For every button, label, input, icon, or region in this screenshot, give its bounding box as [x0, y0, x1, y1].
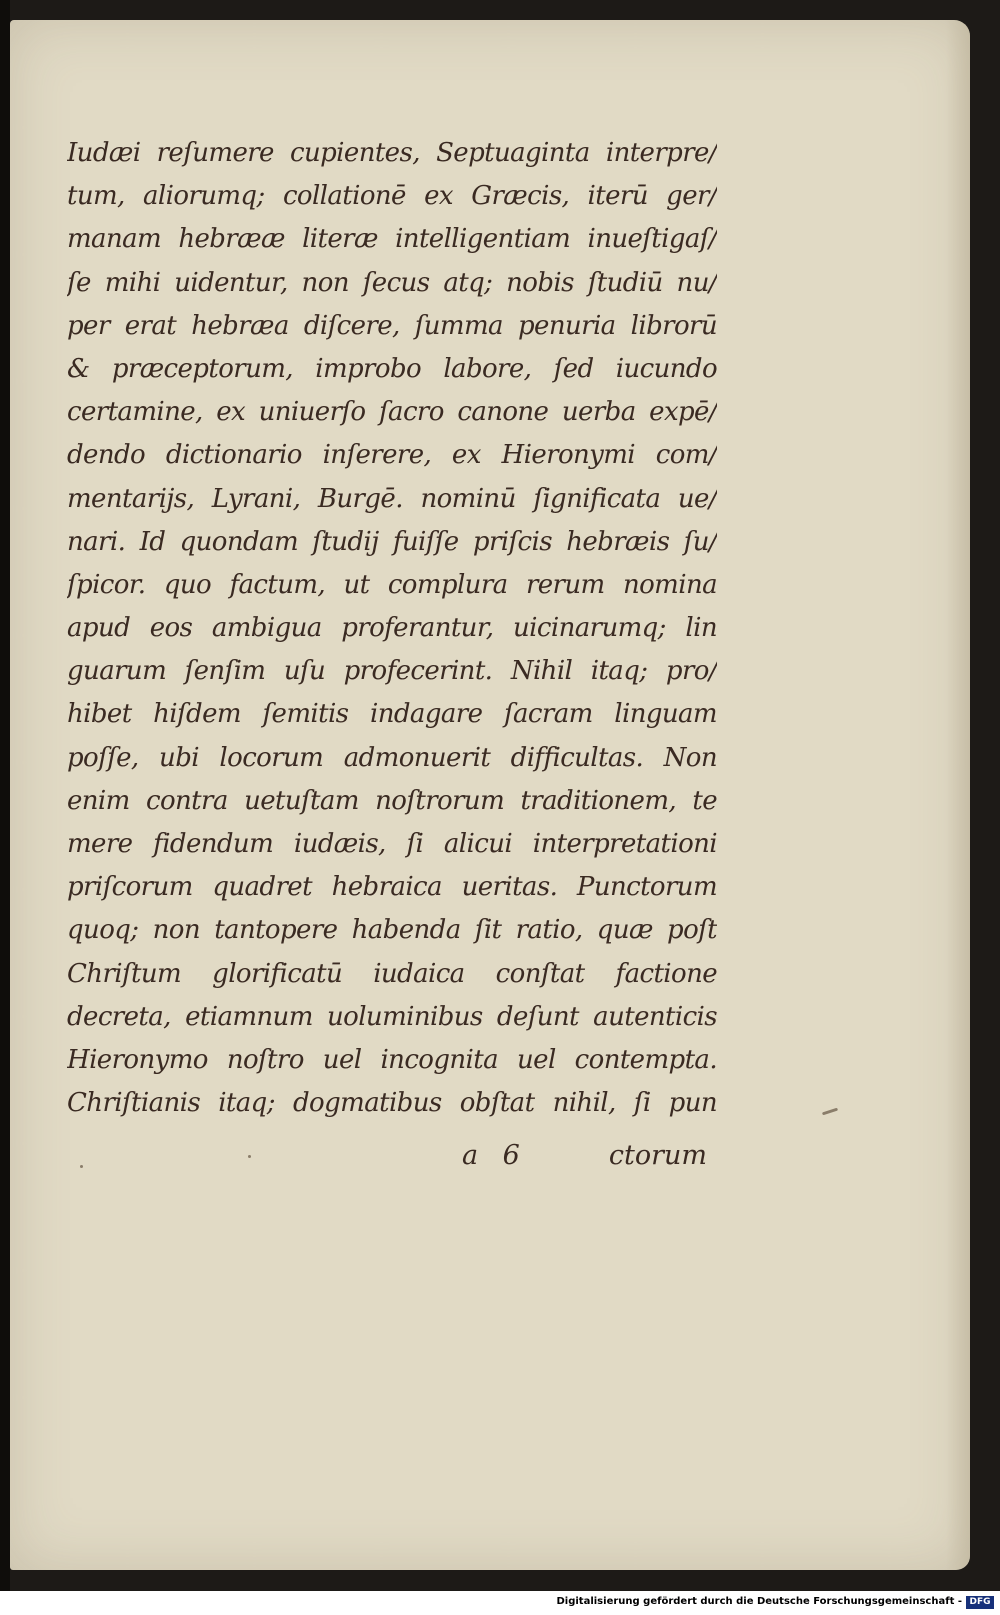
catchword: ctorum — [608, 1140, 707, 1171]
text-line: Iudæi reſumere cupientes, Septuaginta interpre/ — [67, 138, 717, 168]
paper-speck — [80, 1165, 83, 1168]
text-line: ſpicor. quo factum, ut complura rerum nomina — [67, 569, 717, 600]
text-line: apud eos ambigua proferantur, uicinarumq; lin — [67, 613, 717, 644]
text-line: ſe mihi uidentur, non ſecus atq; nobis ſtudiū nu/ — [67, 267, 717, 298]
text-line: Hieronymo noſtro uel incognita uel contempta. — [67, 1044, 717, 1075]
text-line: quoq; non tantopere habenda ſit ratio, quæ poſt — [67, 915, 717, 946]
text-line: mere fidendum iudæis, ſi alicui interpretationi — [67, 829, 717, 859]
page-foot-line — [67, 1140, 717, 1184]
body-text — [67, 132, 717, 1125]
text-line: Chriſtum glorificatū iudaica conſtat factione — [67, 958, 717, 989]
signature-mark: a 6 — [462, 1140, 528, 1171]
text-line: dendo dictionario inſerere, ex Hieronymi com/ — [67, 440, 717, 471]
dfg-logo-icon: DFG — [966, 1596, 994, 1609]
text-line: & præceptorum, improbo labore, ſed iucundo — [67, 353, 717, 384]
text-line: nari. Id quondam ſtudij fuiſſe priſcis hebræis ſu/ — [67, 526, 717, 557]
text-line: per erat hebræa diſcere, ſumma penuria librorū — [67, 310, 717, 341]
text-line: hibet hiſdem ſemitis indagare ſacram linguam — [67, 699, 717, 730]
text-line: enim contra uetuſtam noſtrorum traditionem, te — [67, 785, 717, 816]
text-line: tum, aliorumq; collationē ex Græcis, iterū ger/ — [67, 181, 717, 212]
footer-bar — [0, 1591, 1000, 1615]
page-edge-shadow — [946, 20, 970, 1570]
funding-credit: Digitalisierung gefördert durch die Deutsche Forschungsgemeinschaft - — [556, 1596, 962, 1607]
text-line: decreta, etiamnum uoluminibus deſunt autenticis — [67, 1001, 717, 1032]
text-line: manam hebrææ literæ intelligentiam inueſtigaſ/ — [67, 224, 717, 255]
text-line: Chriſtianis itaq; dogmatibus obſtat nihil, ſi pun — [67, 1088, 717, 1119]
book-page — [10, 20, 970, 1570]
paper-speck — [248, 1155, 251, 1158]
paper-speck — [822, 1108, 838, 1116]
text-line: priſcorum quadret hebraica ueritas. Punctorum — [67, 872, 717, 903]
binding-edge — [0, 0, 10, 1615]
text-line: mentarijs, Lyrani, Burgē. nominū ſignificata ue/ — [67, 483, 717, 514]
text-line: certamine, ex uniuerſo ſacro canone uerba expē/ — [67, 397, 717, 428]
text-line: poſſe, ubi locorum admonuerit difficultas. Non — [67, 742, 717, 773]
text-line: guarum ſenſim uſu profecerint. Nihil itaq; pro/ — [67, 656, 717, 687]
